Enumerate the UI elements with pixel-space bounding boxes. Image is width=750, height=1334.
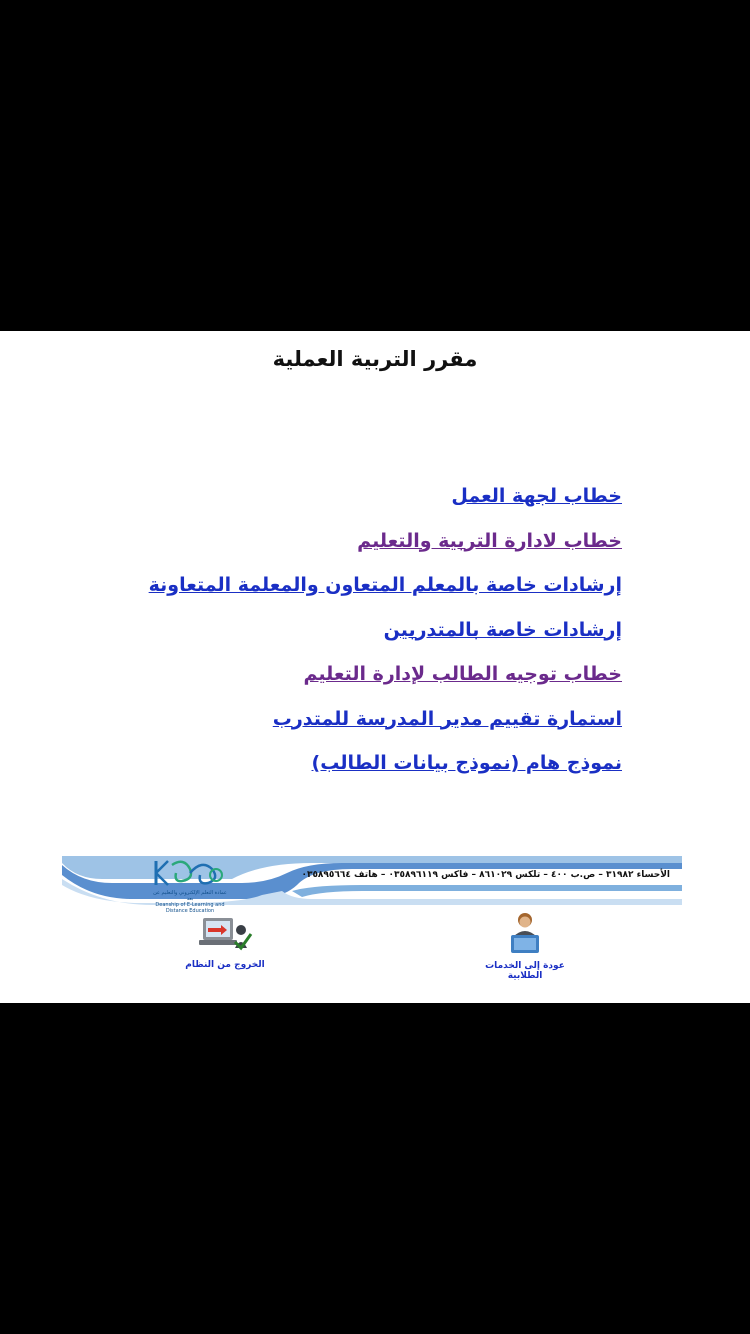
logo-text-arabic: عمادة التعلم الإلكتروني والتعليم عن بعد <box>153 890 227 902</box>
exit-computer-icon <box>197 914 253 954</box>
logo-text-english: Deanship of E-Learning and Distance Education <box>155 902 225 914</box>
student-services-icon <box>505 911 545 955</box>
back-to-services-label: عودة إلى الخدمات الطلابية <box>485 961 565 981</box>
page-content <box>0 331 750 1003</box>
link-student-referral-letter[interactable]: خطاب توجيه الطالب لإدارة التعليم <box>303 663 622 685</box>
link-trainee-guidelines[interactable]: إرشادات خاصة بالمتدربين <box>383 618 622 641</box>
deanship-logo <box>150 855 230 914</box>
link-principal-evaluation-form[interactable]: استمارة تقييم مدير المدرسة للمتدرب <box>272 707 622 730</box>
link-work-letter[interactable]: خطاب لجهة العمل <box>451 485 622 507</box>
document-links <box>148 481 622 793</box>
exit-system-button[interactable] <box>170 914 280 970</box>
link-student-data-form[interactable]: نموذج هام (نموذج بيانات الطالب) <box>311 752 622 774</box>
footer-banner <box>62 851 682 914</box>
back-to-services-button[interactable] <box>470 911 580 981</box>
contact-address: الأحساء ٣١٩٨٢ – ص.ب ٤٠٠ – تلكس ٨٦١٠٢٩ – فاكس ٠٣٥٨٩٦١١٩ – هاتف ٠٣٥٨٩٥٦٦٤ <box>301 870 670 880</box>
exit-system-label: الخروج من النظام <box>185 960 265 970</box>
page-title: مقرر التربية العملية <box>272 347 478 371</box>
link-cooperating-teacher-guidelines[interactable]: إرشادات خاصة بالمعلم المتعاون والمعلمة المتعاونة <box>148 574 622 596</box>
kfu-logo-icon <box>150 855 230 889</box>
link-education-admin-letter[interactable]: خطاب لادارة التربية والتعليم <box>357 529 622 552</box>
